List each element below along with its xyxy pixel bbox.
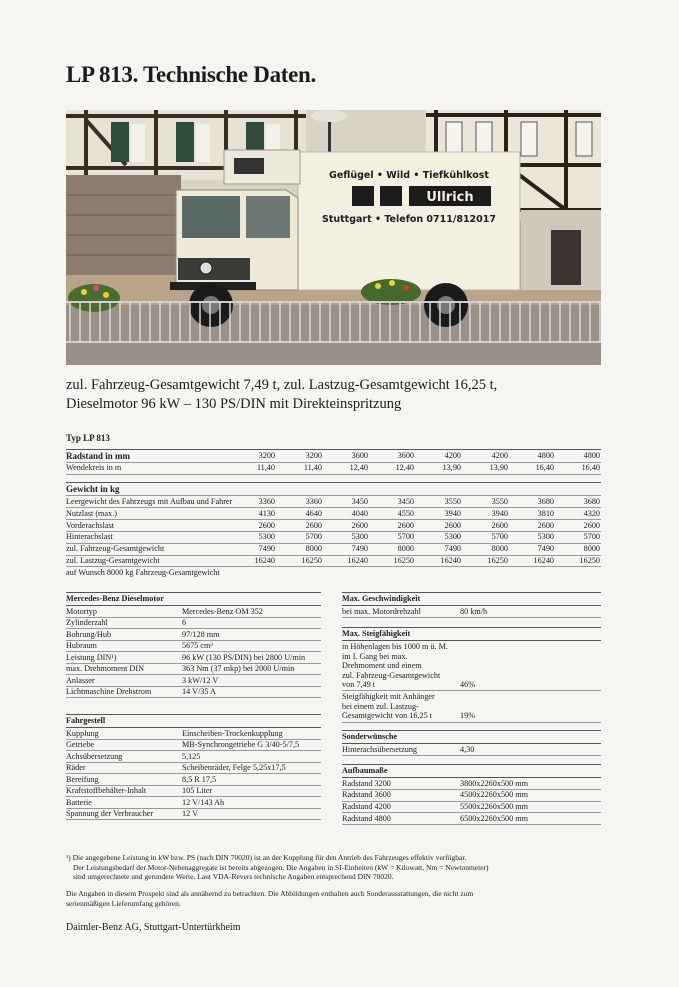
chassis-row-label: Räder bbox=[66, 763, 86, 773]
engine-row-label: Bohrung/Hub bbox=[66, 629, 112, 639]
gradient-text: von 7,49 t bbox=[342, 680, 375, 690]
subtitle-line-2: Dieselmotor 96 kW – 130 PS/DIN mit Direkteinspritzung bbox=[66, 396, 402, 412]
engine-row-label: Leistung DIN¹) bbox=[66, 652, 117, 662]
weight-row-value: 2600 bbox=[305, 520, 322, 530]
body-dimensions-row-value: 3800x2260x500 mm bbox=[460, 778, 529, 788]
engine-header: Mercedes-Benz Dieselmotor bbox=[66, 594, 164, 603]
weight-row-value: 3940 bbox=[491, 508, 508, 518]
truck-text-line2: Stuttgart • Telefon 0711/812017 bbox=[321, 214, 497, 225]
chassis-row-label: Kupplung bbox=[66, 728, 99, 738]
truck-photo-illustration bbox=[66, 110, 601, 365]
divider bbox=[342, 722, 601, 723]
weight-row-value: 3680 bbox=[583, 497, 600, 506]
weight-row-value: 7490 bbox=[537, 544, 554, 554]
chassis-row-value: Einscheiben-Trockenkupplung bbox=[182, 728, 283, 738]
radstand-row-value: 4200 bbox=[491, 451, 508, 460]
engine-row-value: 6 bbox=[182, 618, 187, 628]
gradient-text: bei einem zul. Lastzug- bbox=[342, 701, 419, 711]
company-name: Daimler-Benz AG, Stuttgart-Untertürkheim bbox=[66, 922, 241, 933]
engine-row-label: max. Drehmoment DIN bbox=[66, 664, 144, 674]
weight-row-value: 8000 bbox=[305, 544, 322, 554]
radstand-row-label: Radstand in mm bbox=[66, 451, 131, 461]
body-dimensions-row-label: Radstand 3200 bbox=[342, 778, 391, 788]
weight-row-value: 5700 bbox=[583, 532, 600, 542]
weight-row-value: 3810 bbox=[537, 508, 554, 518]
radstand-row bbox=[66, 451, 601, 462]
options-value: 4,30 bbox=[460, 745, 475, 754]
chassis-header: Fahrgestell bbox=[66, 716, 106, 725]
radstand-row-value: 3600 bbox=[351, 451, 368, 460]
page-title: LP 813. Technische Daten. bbox=[66, 62, 317, 87]
engine-row-label: Hubraum bbox=[66, 641, 97, 651]
body-dimensions-row-label: Radstand 4800 bbox=[342, 813, 391, 823]
weight-row-value: 4640 bbox=[305, 508, 322, 518]
wendekreis-row-value: 16,40 bbox=[535, 463, 554, 472]
weight-row-value: 2600 bbox=[491, 520, 508, 530]
disclaimer-line-1: Die Angaben in diesem Prospekt sind als annähernd zu betrachten. Die Abbildungen enthalten auch Sonderausstattungen, die nicht zum bbox=[66, 889, 474, 898]
wendekreis-row-value: 11,40 bbox=[303, 463, 322, 472]
weight-row-label: zul. Fahrzeug-Gesamtgewicht bbox=[66, 544, 165, 554]
weight-row-value: 8000 bbox=[583, 544, 600, 554]
footnote-line-2: Der Leistungsbedarf der Motor-Nebenaggregate ist bereits abgezogen. Die Angaben in SI-Einheiten (kW = Kilowatt, Nm = Newtonmeter) bbox=[73, 862, 489, 872]
divider bbox=[342, 755, 601, 756]
wendekreis-row-value: 11,40 bbox=[256, 463, 275, 472]
divider bbox=[66, 819, 321, 820]
gradient-block-2 bbox=[342, 692, 462, 721]
divider bbox=[66, 474, 601, 475]
radstand-row-value: 4800 bbox=[583, 451, 600, 460]
gradient-block-1 bbox=[342, 642, 462, 690]
divider bbox=[66, 592, 321, 593]
weight-row-value: 3680 bbox=[537, 497, 554, 506]
gradient-text: im I. Gang bei max. bbox=[342, 651, 408, 661]
weight-row-value: 5300 bbox=[351, 532, 368, 542]
divider bbox=[342, 640, 601, 641]
weight-note: auf Wunsch 8000 kg Fahrzeug-Gesamtgewicht bbox=[66, 567, 220, 577]
gradient-text: Steigfähigkeit mit Anhänger bbox=[342, 692, 435, 701]
weight-row-value: 5700 bbox=[397, 532, 414, 542]
divider bbox=[342, 764, 601, 765]
weight-header bbox=[66, 484, 601, 495]
wendekreis-row-value: 13,90 bbox=[489, 463, 508, 472]
engine-row-value: 97/128 mm bbox=[182, 629, 220, 639]
radstand-row-value: 4200 bbox=[444, 451, 461, 460]
chassis-row-value: 12 V/143 Ah bbox=[182, 797, 225, 807]
options-header: Sonderwünsche bbox=[342, 732, 398, 741]
chassis-row-value: 12 V bbox=[182, 809, 198, 819]
engine-row-value: 3 kW/12 V bbox=[182, 675, 219, 685]
divider bbox=[66, 714, 321, 715]
disclaimer-line-2: serienmäßigen Lieferumfang gehören. bbox=[66, 898, 181, 908]
speed-header: Max. Geschwindigkeit bbox=[342, 594, 421, 603]
weight-row-value: 5300 bbox=[258, 532, 275, 542]
engine-row-label: Motortyp bbox=[66, 606, 97, 616]
weight-row-label: Hinterachslast bbox=[66, 532, 113, 542]
weight-row-value: 16240 bbox=[440, 556, 461, 565]
weight-row-value: 3450 bbox=[397, 497, 414, 506]
weight-row-value: 5700 bbox=[305, 532, 322, 542]
weight-row-value: 3360 bbox=[305, 497, 322, 506]
weight-row-value: 3940 bbox=[444, 508, 461, 518]
weight-row-value: 3450 bbox=[351, 497, 368, 506]
divider bbox=[66, 495, 601, 496]
weight-row-value: 16240 bbox=[254, 556, 275, 565]
subtitle-line-1: zul. Fahrzeug-Gesamtgewicht 7,49 t, zul. Lastzug-Gesamtgewicht 16,25 t, bbox=[66, 377, 498, 393]
type-label: Typ LP 813 bbox=[66, 433, 110, 443]
weight-row-value: 16250 bbox=[301, 556, 322, 565]
weight-row-value: 7490 bbox=[351, 544, 368, 554]
engine-row-value: 5675 cm³ bbox=[182, 641, 213, 651]
weight-row-value: 3550 bbox=[444, 497, 461, 506]
divider bbox=[342, 605, 601, 606]
chassis-row-value: MB-Synchrongetriebe G 3/40-5/7,5 bbox=[182, 740, 300, 750]
weight-row-value: 8000 bbox=[397, 544, 414, 554]
weight-row-value: 4040 bbox=[351, 508, 368, 518]
wendekreis-row-value: 16,40 bbox=[581, 463, 600, 472]
gradient-text: Drehmoment und einem bbox=[342, 661, 422, 671]
weight-row-value: 16240 bbox=[533, 556, 554, 565]
chassis-row-label: Getriebe bbox=[66, 740, 95, 750]
truck-text-line1: Geflügel • Wild • Tiefkühlkost bbox=[329, 170, 489, 181]
weight-row-value: 5700 bbox=[491, 532, 508, 542]
engine-row-label: Zylinderzahl bbox=[66, 618, 108, 628]
body-dimensions-row-label: Radstand 4200 bbox=[342, 802, 391, 812]
divider bbox=[342, 627, 601, 628]
options-label: Hinterachsübersetzung bbox=[342, 745, 418, 754]
weight-row-value: 3360 bbox=[258, 497, 275, 506]
weight-row-value: 8000 bbox=[491, 544, 508, 554]
weight-row-value: 16250 bbox=[579, 556, 600, 565]
wendekreis-row-value: 12,40 bbox=[349, 463, 368, 472]
footnote-line-3: sind umgerechnete und gerundete Werte. Laut VDA-Revers technische Angaben entsprechend DIN 70020. bbox=[73, 872, 394, 881]
divider bbox=[66, 482, 601, 483]
weight-row-value: 2600 bbox=[258, 520, 275, 530]
wendekreis-row-label: Wendekreis in m bbox=[66, 463, 122, 472]
speed-label: bei max. Motordrehzahl bbox=[342, 607, 421, 616]
body-dimensions-header: Aufbaumaße bbox=[342, 766, 388, 775]
engine-row-value: 96 kW (130 PS/DIN) bei 2800 U/min bbox=[182, 652, 306, 662]
footnote bbox=[66, 853, 606, 882]
weight-row-label: Leergewicht des Fahrzeugs mit Aufbau und Fahrer bbox=[66, 497, 233, 506]
chassis-row-value: Scheibenräder, Felge 5,25x17,5 bbox=[182, 763, 286, 773]
divider bbox=[342, 743, 601, 744]
divider bbox=[342, 690, 601, 691]
radstand-row-value: 4800 bbox=[537, 451, 554, 460]
weight-row-value: 5300 bbox=[444, 532, 461, 542]
chassis-row-label: Bereifung bbox=[66, 774, 99, 784]
weight-row-value: 2600 bbox=[397, 520, 414, 530]
chassis-row-label: Batterie bbox=[66, 797, 92, 807]
weight-row-label: Nutzlast (max.) bbox=[66, 508, 117, 518]
engine-row-label: Lichtmaschine Drehstrom bbox=[66, 687, 152, 697]
radstand-row-value: 3600 bbox=[397, 451, 414, 460]
weight-row-label: zul. Lastzug-Gesamtgewicht bbox=[66, 556, 160, 565]
gradient-value-2: 19% bbox=[460, 711, 476, 720]
gradient-value-1: 46% bbox=[460, 680, 476, 689]
divider bbox=[342, 617, 601, 618]
body-dimensions-row-value: 5500x2260x500 mm bbox=[460, 802, 529, 812]
engine-row-value: 363 Nm (37 mkp) bei 2000 U/min bbox=[182, 664, 295, 674]
disclaimer bbox=[66, 889, 606, 908]
weight-row-label: Vorderachslast bbox=[66, 520, 115, 530]
weight-row-value: 16250 bbox=[487, 556, 508, 565]
subtitle bbox=[66, 376, 606, 414]
weight-row-value: 3550 bbox=[491, 497, 508, 506]
weight-row-value: 4550 bbox=[397, 508, 414, 518]
gradient-text: zul. Fahrzeug-Gesamtgewicht bbox=[342, 670, 441, 680]
radstand-row-value: 3200 bbox=[305, 451, 322, 460]
gradient-text: Gesamtgewicht von 16,25 t bbox=[342, 711, 433, 721]
chassis-row-label: Achsübersetzung bbox=[66, 751, 123, 761]
weight-row-value: 2600 bbox=[444, 520, 461, 530]
chassis-row-value: 5,125 bbox=[182, 751, 201, 761]
speed-value: 80 km/h bbox=[460, 607, 488, 616]
divider bbox=[342, 824, 601, 825]
body-dimensions-row-value: 4500x2260x500 mm bbox=[460, 790, 529, 800]
divider bbox=[342, 730, 601, 731]
weight-row-value: 7490 bbox=[444, 544, 461, 554]
wendekreis-row bbox=[66, 463, 601, 474]
divider bbox=[66, 697, 321, 698]
divider bbox=[66, 449, 601, 450]
weight-row-value: 16240 bbox=[347, 556, 368, 565]
weight-row-value: 4130 bbox=[258, 508, 275, 518]
wendekreis-row-value: 12,40 bbox=[395, 463, 414, 472]
radstand-row-value: 3200 bbox=[258, 451, 275, 460]
chassis-row-value: 105 Liter bbox=[182, 786, 213, 796]
chassis-row-label: Kraftstoffbehälter-Inhalt bbox=[66, 786, 147, 796]
truck-photo bbox=[66, 110, 601, 365]
wendekreis-row-value: 13,90 bbox=[442, 463, 461, 472]
engine-row-value: Mercedes-Benz OM 352 bbox=[182, 606, 263, 616]
weight-row-value: 2600 bbox=[583, 520, 600, 530]
chassis-row-label: Spannung der Verbraucher bbox=[66, 809, 154, 819]
weight-row-value: 7490 bbox=[258, 544, 275, 554]
weight-row-value: 2600 bbox=[537, 520, 554, 530]
weight-row-value: 16250 bbox=[393, 556, 414, 565]
footnote-line-1: ¹) Die angegebene Leistung in kW bzw. PS (nach DIN 70020) ist an der Kupplung für den Antrieb des Fahrzeuges effektiv verfügbar. bbox=[66, 853, 467, 862]
engine-row-value: 14 V/35 A bbox=[182, 687, 216, 697]
weight-row-value: 2600 bbox=[351, 520, 368, 530]
weight-header-label: Gewicht in kg bbox=[66, 484, 120, 494]
body-dimensions-row-value: 6500x2260x500 mm bbox=[460, 813, 529, 823]
truck-brand: Ullrich bbox=[426, 190, 474, 205]
weight-row-value: 5300 bbox=[537, 532, 554, 542]
engine-row-label: Anlasser bbox=[66, 675, 95, 685]
body-dimensions-row-label: Radstand 3600 bbox=[342, 790, 391, 800]
gradient-text: in Höhenlagen bis 1000 m ü. M. bbox=[342, 642, 448, 651]
gradient-header: Max. Steigfähigkeit bbox=[342, 629, 411, 638]
divider bbox=[342, 592, 601, 593]
chassis-row-value: 8,5 R 17,5 bbox=[182, 774, 217, 784]
weight-row-value: 4320 bbox=[583, 508, 600, 518]
